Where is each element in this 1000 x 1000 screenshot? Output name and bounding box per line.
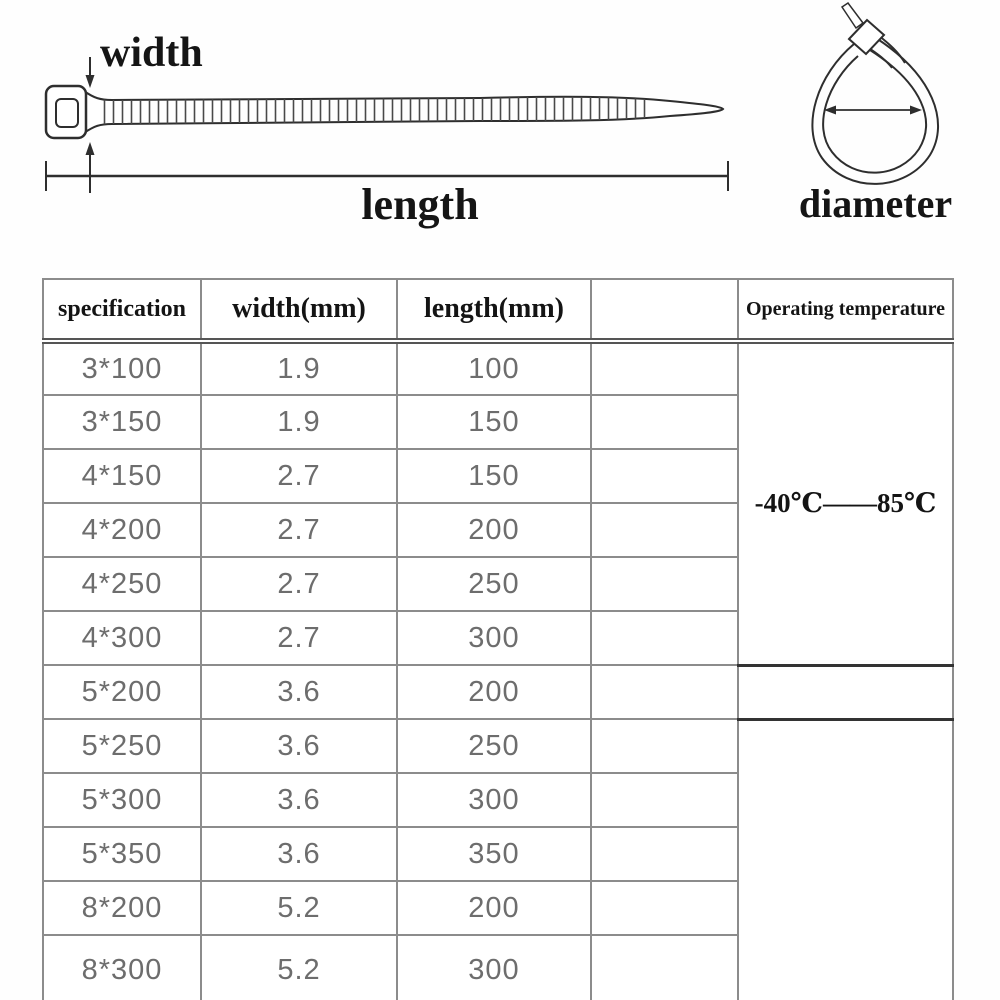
header-length: length(mm) (397, 279, 591, 341)
diameter-label: diameter (798, 181, 953, 226)
cell-spec: 5*200 (43, 665, 201, 719)
diameter-arrow (824, 106, 922, 115)
operating-temperature-empty-cell (738, 665, 953, 719)
cell-blank (591, 881, 738, 935)
cell-blank (591, 341, 738, 395)
cell-width: 3.6 (201, 719, 397, 773)
cell-spec: 5*300 (43, 773, 201, 827)
cell-length: 350 (397, 827, 591, 881)
cell-length: 200 (397, 503, 591, 557)
specification-table (42, 278, 954, 1000)
cell-spec: 3*100 (43, 341, 201, 395)
cell-length: 200 (397, 665, 591, 719)
cell-blank (591, 719, 738, 773)
cell-width: 2.7 (201, 611, 397, 665)
table-row (43, 719, 953, 773)
tie-head (46, 86, 86, 138)
cell-length: 300 (397, 611, 591, 665)
cell-blank (591, 665, 738, 719)
cell-blank (591, 395, 738, 449)
straight-cable-tie (46, 86, 723, 138)
operating-temperature-empty-cell (738, 719, 953, 1000)
cell-blank (591, 557, 738, 611)
cell-length: 300 (397, 935, 591, 1000)
cell-blank (591, 773, 738, 827)
cell-length: 300 (397, 773, 591, 827)
cell-length: 250 (397, 557, 591, 611)
cell-width: 5.2 (201, 935, 397, 1000)
cell-length: 150 (397, 395, 591, 449)
spec-table-wrap (42, 278, 956, 1000)
length-label: length (361, 180, 479, 229)
cell-length: 250 (397, 719, 591, 773)
cell-spec: 5*350 (43, 827, 201, 881)
cell-width: 3.6 (201, 665, 397, 719)
cell-spec: 8*200 (43, 881, 201, 935)
loop-tail-tip (842, 3, 863, 28)
cell-length: 150 (397, 449, 591, 503)
table-row (43, 665, 953, 719)
cell-blank (591, 935, 738, 1000)
cell-blank (591, 503, 738, 557)
cell-spec: 3*150 (43, 395, 201, 449)
header-specification: specification (43, 279, 201, 341)
table-header-row (43, 279, 953, 341)
cell-width: 2.7 (201, 557, 397, 611)
header-blank (591, 279, 738, 341)
header-width: width(mm) (201, 279, 397, 341)
header-operating-temperature: Operating temperature (738, 279, 953, 341)
cell-width: 3.6 (201, 827, 397, 881)
cell-length: 200 (397, 881, 591, 935)
cell-spec: 5*250 (43, 719, 201, 773)
cell-width: 3.6 (201, 773, 397, 827)
cell-blank (591, 827, 738, 881)
cell-width: 2.7 (201, 503, 397, 557)
cell-blank (591, 449, 738, 503)
cell-width: 1.9 (201, 395, 397, 449)
cell-blank (591, 611, 738, 665)
width-label: width (100, 30, 203, 76)
table-row (43, 341, 953, 395)
cell-length: 100 (397, 341, 591, 395)
cell-spec: 8*300 (43, 935, 201, 1000)
cell-width: 2.7 (201, 449, 397, 503)
operating-temperature-cell: -40℃——85℃ (738, 341, 953, 665)
cell-spec: 4*300 (43, 611, 201, 665)
cell-spec: 4*200 (43, 503, 201, 557)
cell-spec: 4*150 (43, 449, 201, 503)
cell-width: 5.2 (201, 881, 397, 935)
cell-spec: 4*250 (43, 557, 201, 611)
cell-width: 1.9 (201, 341, 397, 395)
looped-cable-tie (812, 3, 938, 184)
